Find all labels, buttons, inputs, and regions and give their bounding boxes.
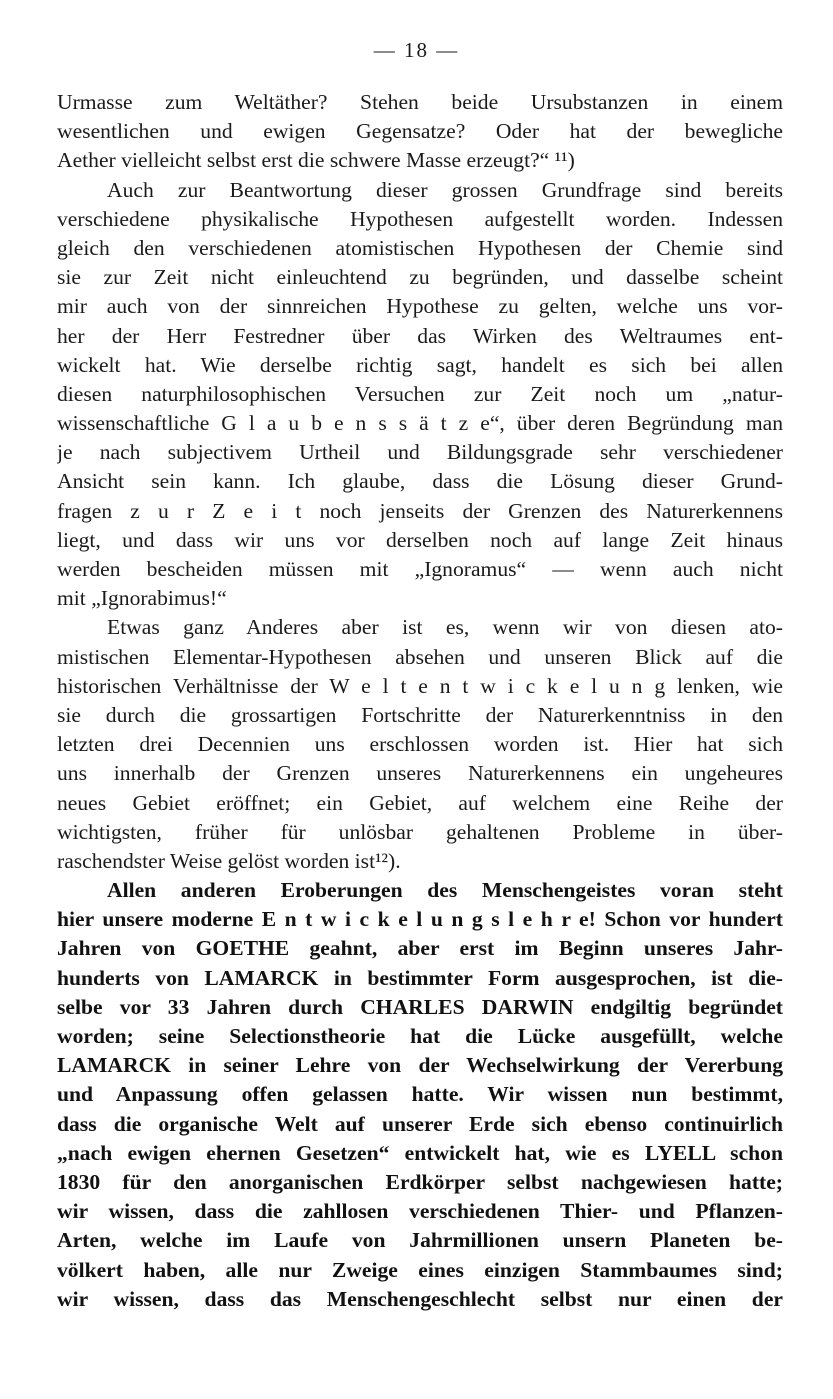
paragraph-1 bbox=[57, 88, 783, 176]
paragraph-4 bbox=[57, 876, 783, 1314]
text-line: dass die organische Welt auf unserer Erde sich ebenso continuirlich bbox=[57, 1111, 783, 1136]
text-line: fragen z u r Z e i t noch jenseits der Grenzen des Naturerkennens bbox=[57, 498, 783, 523]
text-line: LAMARCK in seiner Lehre von der Wechselwirkung der Vererbung bbox=[57, 1053, 783, 1078]
paragraph-2 bbox=[57, 176, 783, 614]
text-line: 1830 für den anorganischen Erdkörper selbst nachgewiesen hatte; bbox=[57, 1169, 783, 1194]
text-line: wichtigsten, früher für unlösbar gehaltenen Probleme in über- bbox=[57, 819, 783, 844]
text-line: wir wissen, dass das Menschengeschlecht selbst nur einen der bbox=[57, 1286, 783, 1311]
text-line: uns innerhalb der Grenzen unseres Naturerkennens ein ungeheures bbox=[57, 761, 783, 786]
text-line: mir auch von der sinnreichen Hypothese zu gelten, welche uns vor- bbox=[57, 294, 783, 319]
text-line: mit „Ignorabimus!“ bbox=[57, 586, 227, 611]
text-line: und Anpassung offen gelassen hatte. Wir wissen nun bestimmt, bbox=[57, 1082, 783, 1107]
text-line: verschiedene physikalische Hypothesen aufgestellt worden. Indessen bbox=[57, 206, 783, 231]
text-line: gleich den verschiedenen atomistischen Hypothesen der Chemie sind bbox=[57, 235, 783, 260]
text-line: raschendster Weise gelöst worden ist¹²). bbox=[57, 848, 401, 873]
text-line: neues Gebiet eröffnet; ein Gebiet, auf welchem eine Reihe der bbox=[57, 790, 783, 815]
body-text bbox=[57, 88, 783, 1314]
text-line: letzten drei Decennien uns erschlossen worden ist. Hier hat sich bbox=[57, 732, 783, 757]
text-line: mistischen Elementar-Hypothesen absehen und unseren Blick auf die bbox=[57, 644, 783, 669]
text-line: sie zur Zeit nicht einleuchtend zu begründen, und dasselbe scheint bbox=[57, 265, 783, 290]
text-line: Aether vielleicht selbst erst die schwere Masse erzeugt?“ ¹¹) bbox=[57, 148, 575, 173]
text-line: historischen Verhältnisse der W e l t e n t w i c k e l u n g lenken, wie bbox=[57, 673, 783, 698]
text-line: her der Herr Festredner über das Wirken des Weltraumes ent- bbox=[57, 323, 783, 348]
text-line: völkert haben, alle nur Zweige eines einzigen Stammbaumes sind; bbox=[57, 1257, 783, 1282]
text-line: hunderts von LAMARCK in bestimmter Form ausgesprochen, ist die- bbox=[57, 965, 783, 990]
text-line: wir wissen, dass die zahllosen verschiedenen Thier- und Pflanzen- bbox=[57, 1199, 783, 1224]
text-line: wesentlichen und ewigen Gegensatze? Oder hat der bewegliche bbox=[57, 119, 783, 144]
page-number: — 18 — bbox=[373, 38, 460, 62]
text-line: Arten, welche im Laufe von Jahrmillionen unsern Planeten be- bbox=[57, 1228, 783, 1253]
text-line: Allen anderen Eroberungen des Menschengeistes voran steht bbox=[107, 878, 783, 903]
text-line: wissenschaftliche G l a u b e n s s ä t z e“, über deren Begründung man bbox=[57, 411, 783, 436]
text-line: Urmasse zum Weltäther? Stehen beide Ursubstanzen in einem bbox=[57, 90, 783, 114]
text-line: liegt, und dass wir uns vor derselben noch auf lange Zeit hinaus bbox=[57, 527, 783, 552]
text-line: Ansicht sein kann. Ich glaube, dass die Lösung dieser Grund- bbox=[57, 469, 783, 494]
text-line: „nach ewigen ehernen Gesetzen“ entwickelt hat, wie es LYELL schon bbox=[57, 1140, 783, 1165]
text-line: Jahren von GOETHE geahnt, aber erst im Beginn unseres Jahr- bbox=[57, 936, 783, 961]
text-line: worden; seine Selectionstheorie hat die Lücke ausgefüllt, welche bbox=[57, 1024, 783, 1048]
text-line: je nach subjectivem Urtheil und Bildungsgrade sehr verschiedener bbox=[57, 440, 783, 465]
text-line: hier unsere moderne E n t w i c k e l u n g s l e h r e! Schon vor hundert bbox=[57, 907, 783, 932]
text-line: werden bescheiden müssen mit „Ignoramus“ — wenn auch nicht bbox=[57, 557, 783, 581]
text-line: sie durch die grossartigen Fortschritte der Naturerkenntniss in den bbox=[57, 702, 783, 727]
text-line: Auch zur Beantwortung dieser grossen Grundfrage sind bereits bbox=[107, 177, 783, 202]
text-line: selbe vor 33 Jahren durch CHARLES DARWIN endgiltig begründet bbox=[57, 994, 783, 1019]
text-line: wickelt hat. Wie derselbe richtig sagt, handelt es sich bei allen bbox=[57, 352, 783, 377]
paragraph-3 bbox=[57, 613, 783, 876]
text-line: diesen naturphilosophischen Versuchen zur Zeit noch um „natur- bbox=[57, 381, 783, 406]
text-line: Etwas ganz Anderes aber ist es, wenn wir von diesen ato- bbox=[107, 615, 783, 640]
